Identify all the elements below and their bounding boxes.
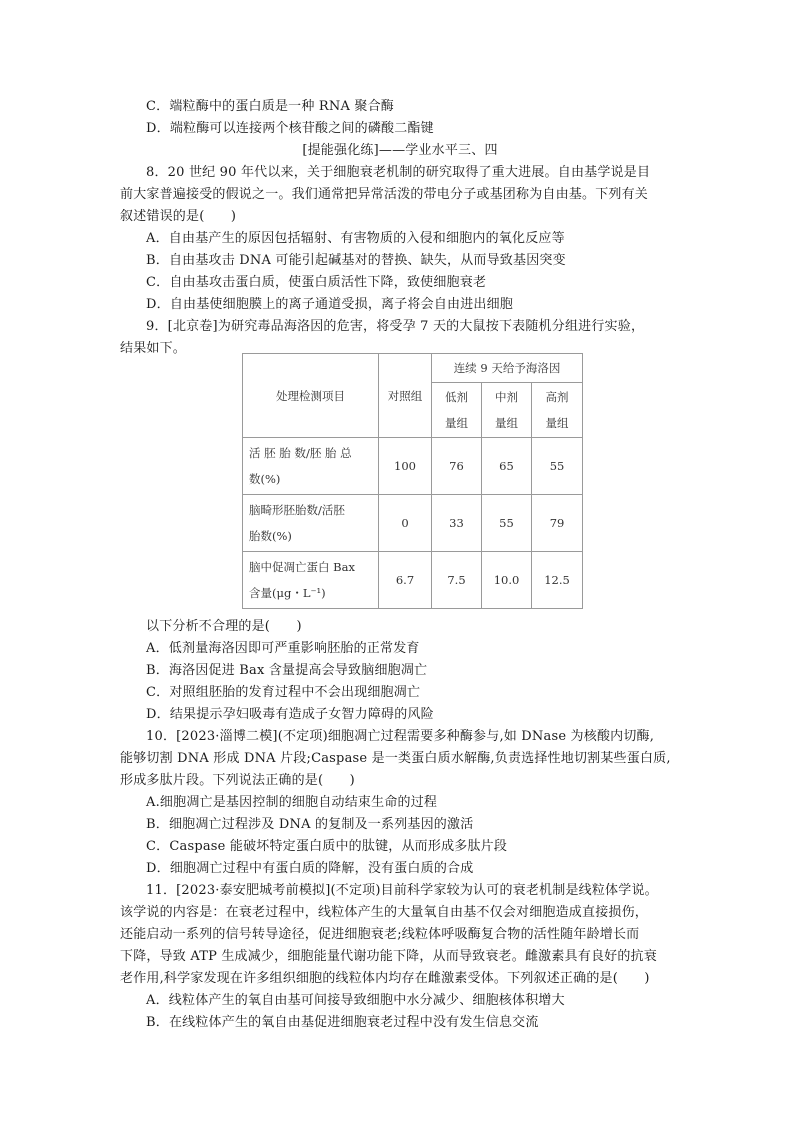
table-cell: 55: [532, 438, 583, 495]
header-heroin-group: 连续 9 天给予海洛因: [432, 354, 583, 383]
table-cell: 7.5: [432, 552, 482, 609]
header-control: 对照组: [379, 354, 432, 438]
q10-option-d: D．细胞凋亡过程中有蛋白质的降解，没有蛋白质的合成: [146, 861, 474, 876]
table-cell: 6.7: [379, 552, 432, 609]
q8-option-a: A．自由基产生的原因包括辐射、有害物质的入侵和细胞内的氧化反应等: [146, 231, 565, 246]
q8-option-c: C．自由基攻击蛋白质，使蛋白质活性下降，致使细胞衰老: [146, 275, 487, 290]
q10-option-b: B．细胞凋亡过程涉及 DNA 的复制及一系列基因的激活: [146, 817, 474, 832]
table-row: [243, 495, 583, 552]
q10-option-a: A.细胞凋亡是基因控制的细胞自动结束生命的过程: [146, 795, 438, 810]
header-item: 处理检测项目: [243, 354, 379, 438]
q9-option-b: B．海洛因促进 Bax 含量提高会导致脑细胞凋亡: [146, 663, 428, 678]
experiment-table: [242, 353, 583, 609]
table-cell: 65: [482, 438, 532, 495]
q11-stem-line5: 老作用,科学家发现在许多组织细胞的线粒体内均存在雌激素受体。下列叙述正确的是( ): [120, 971, 650, 986]
table-row: [243, 552, 583, 609]
q9-option-d: D．结果提示孕妇吸毒有造成子女智力障碍的风险: [146, 707, 434, 722]
table-cell: 55: [482, 495, 532, 552]
q8-stem-line3: 叙述错误的是( ): [120, 209, 237, 224]
q10-stem-line3: 形成多肽片段。下列说法正确的是( ): [120, 773, 355, 788]
table-cell: 12.5: [532, 552, 583, 609]
q9-stem-line1: 9．[北京卷]为研究毒品海洛因的危害，将受孕 7 天的大鼠按下表随机分组进行实验，: [146, 319, 645, 334]
q9-stem-line2: 结果如下。: [120, 341, 187, 356]
q11-option-b: B．在线粒体产生的氧自由基促进细胞衰老过程中没有发生信息交流: [146, 1015, 539, 1030]
table-row: [243, 438, 583, 495]
q8-option-b: B．自由基攻击 DNA 可能引起碱基对的替换、缺失，从而导致基因突变: [146, 253, 566, 268]
q7-option-d: D．端粒酶可以连接两个核苷酸之间的磷酸二酯键: [146, 121, 434, 136]
q11-stem-line4: 下降，导致 ATP 生成减少，细胞能量代谢功能下降，从而导致衰老。雌激素具有良好的抗衰: [120, 949, 657, 964]
table-cell: 100: [379, 438, 432, 495]
q8-stem-line2: 前大家普遍接受的假说之一。我们通常把异常活泼的带电分子或基团称为自由基。下列有关: [120, 187, 649, 202]
q9-prompt: 以下分析不合理的是( ): [146, 619, 302, 634]
header-mid-dose: 中剂 量组: [482, 383, 532, 438]
section-heading: [提能强化练]——学业水平三、四: [302, 143, 498, 158]
q8-stem-line1: 8．20 世纪 90 年代以来，关于细胞衰老机制的研究取得了重大进展。自由基学说是目: [146, 165, 651, 180]
q7-option-c: C．端粒酶中的蛋白质是一种 RNA 聚合酶: [146, 99, 394, 114]
row-label: 脑畸形胚胎数/活胚 胎数(%): [243, 495, 379, 552]
q9-option-a: A．低剂量海洛因即可严重影响胚胎的正常发育: [146, 641, 420, 656]
header-high-dose: 高剂 量组: [532, 383, 583, 438]
q10-stem-line2: 能够切割 DNA 形成 DNA 片段;Caspase 是一类蛋白质水解酶,负责选择性地切割某些蛋白质,: [120, 751, 671, 766]
q8-option-d: D．自由基使细胞膜上的离子通道受损，离子将会自由进出细胞: [146, 297, 514, 312]
q10-option-c: C．Caspase 能破坏特定蛋白质中的肽键，从而形成多肽片段: [146, 839, 508, 854]
q11-option-a: A．线粒体产生的氧自由基可间接导致细胞中水分减少、细胞核体积增大: [146, 993, 565, 1008]
table-cell: 76: [432, 438, 482, 495]
table-cell: 79: [532, 495, 583, 552]
table-cell: 0: [379, 495, 432, 552]
q11-stem-line3: 还能启动一系列的信号转导途径，促进细胞衰老;线粒体呼吸酶复合物的活性随年龄增长而: [120, 927, 640, 942]
table-cell: 10.0: [482, 552, 532, 609]
table-cell: 33: [432, 495, 482, 552]
row-label: 脑中促凋亡蛋白 Bax 含量(μg・L⁻¹): [243, 552, 379, 609]
table-header-row: [243, 354, 583, 383]
q9-option-c: C．对照组胚胎的发育过程中不会出现细胞凋亡: [146, 685, 421, 700]
q10-stem-line1: 10．[2023·淄博二模](不定项)细胞凋亡过程需要多种酶参与,如 DNase 为核酸内切酶,: [146, 729, 655, 744]
q11-stem-line1: 11．[2023·泰安肥城考前模拟](不定项)目前科学家较为认可的衰老机制是线粒体学说。: [146, 883, 658, 898]
row-label: 活 胚 胎 数/胚 胎 总 数(%): [243, 438, 379, 495]
header-low-dose: 低剂 量组: [432, 383, 482, 438]
q11-stem-line2: 该学说的内容是：在衰老过程中，线粒体产生的大量氧自由基不仅会对细胞造成直接损伤，: [120, 905, 649, 920]
